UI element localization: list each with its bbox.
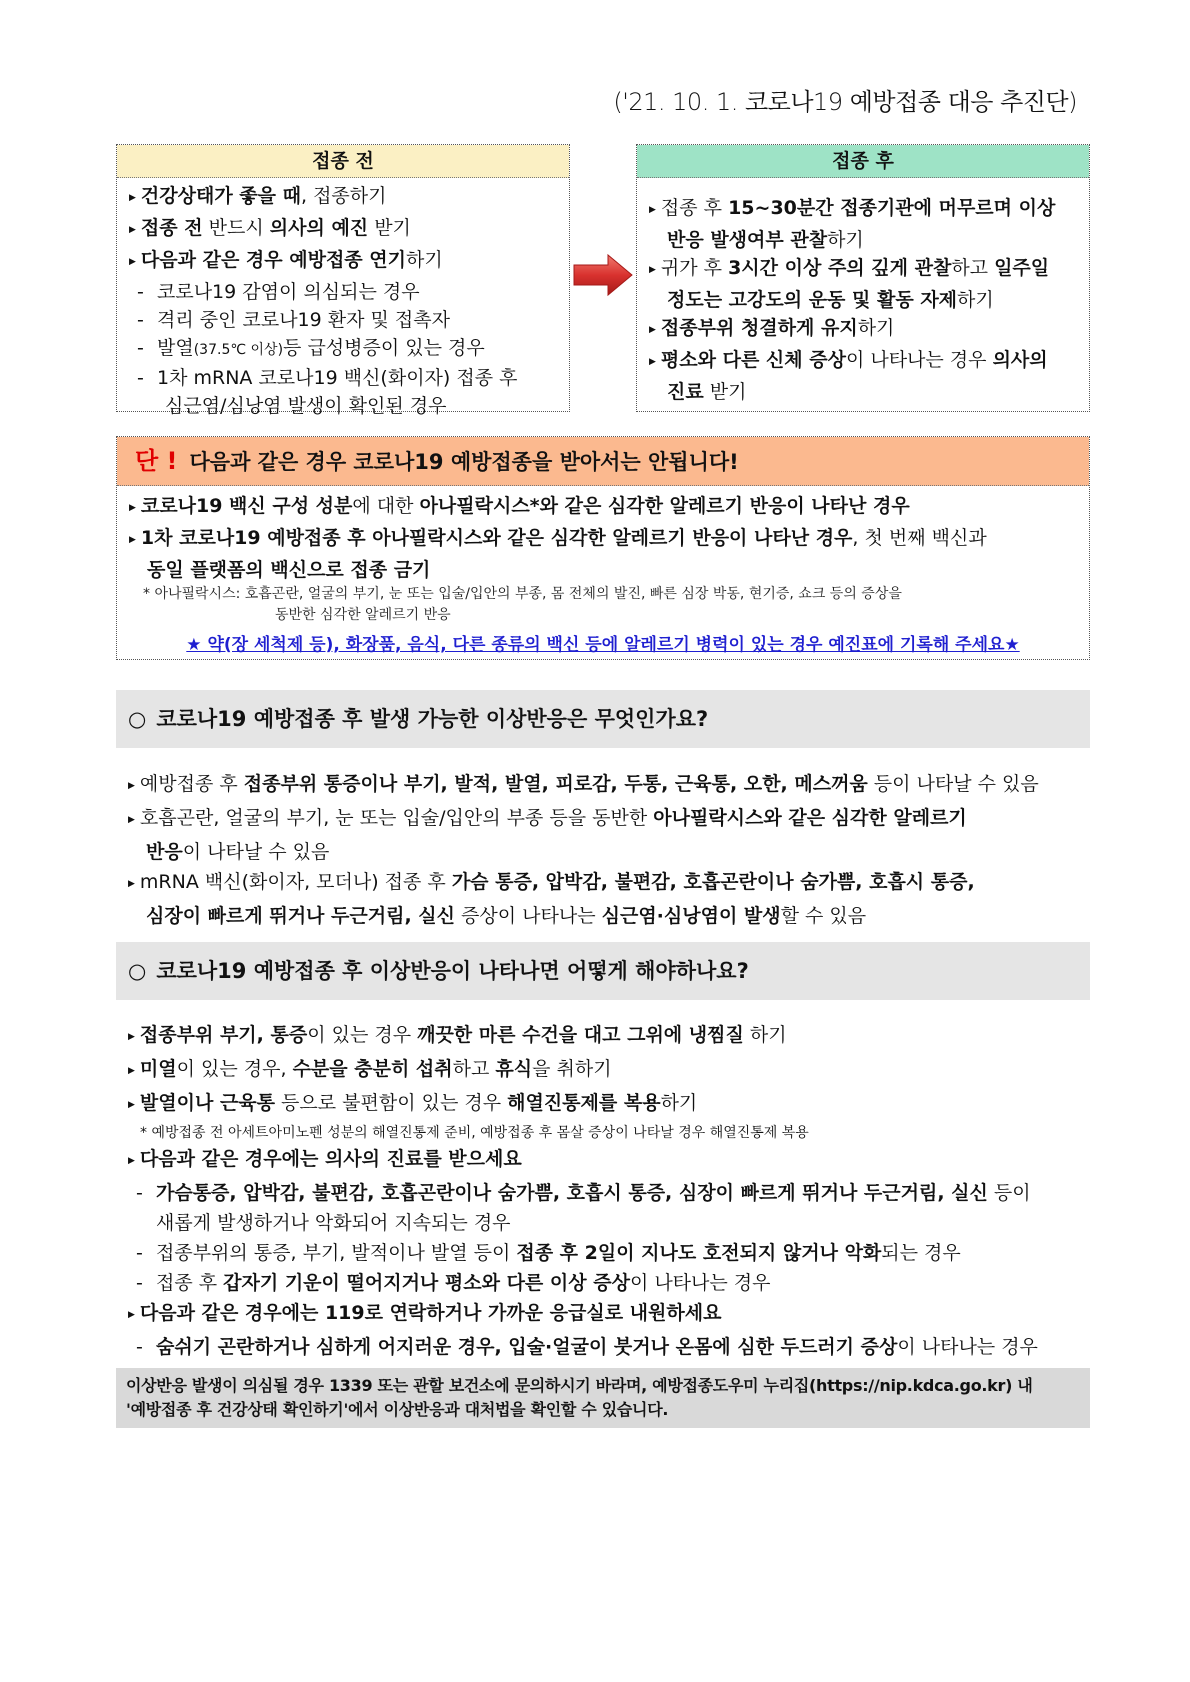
footer-line-1: 이상반응 발생이 의심될 경우 1339 또는 관할 보건소에 문의하시기 바라며, 예방접종도우미 누리집(https://nip.kdca.go.kr) 내 (126, 1376, 1033, 1395)
sub-item-continuation: 심근염/심낭염 발생이 확인된 경우 (165, 395, 447, 417)
bullet-triangle-icon: ▶ (128, 1032, 135, 1042)
list-item: ▶ 접종부위 부기, 통증이 있는 경우 깨끗한 마른 수건을 대고 그위에 냉찜질 하기 (128, 1024, 787, 1046)
list-item: ▶ 접종 전 반드시 의사의 예진 받기 (129, 217, 411, 239)
bullet-triangle-icon: ▶ (128, 1310, 135, 1320)
warning-mark: 단 ! (135, 447, 178, 475)
sub-item: - 접종 후 갑자기 기운이 떨어지거나 평소와 다른 이상 증상이 나타나는 경우 (136, 1272, 771, 1294)
after-list (637, 178, 1089, 406)
circle-icon: ○ (128, 707, 147, 731)
sub-item: - 격리 중인 코로나19 환자 및 접촉자 (137, 309, 450, 331)
list-item-continuation: 반응 발생여부 관찰하기 (667, 229, 864, 251)
list-item: ▶ 예방접종 후 접종부위 통증이나 부기, 발적, 발열, 피로감, 두통, 근육통, 오한, 메스꺼움 등이 나타날 수 있음 (128, 773, 1039, 795)
antipyretic-note: * 예방접종 전 아세트아미노펜 성분의 해열진통제 준비, 예방접종 후 몸살 증상이 나타날 경우 해열진통제 복용 (140, 1125, 809, 1141)
before-vaccination-box (116, 144, 570, 417)
bullet-triangle-icon: ▶ (649, 357, 656, 367)
list-item: ▶ 발열이나 근육통 등으로 불편함이 있는 경우 해열진통제를 복용하기 (128, 1092, 698, 1114)
list-item: ▶ mRNA 백신(화이자, 모더나) 접종 후 가슴 통증, 압박감, 불편감, 호흡곤란이나 숨가쁨, 호흡시 통증, (128, 871, 975, 893)
list-item: ▶ 다음과 같은 경우 예방접종 연기하기 (129, 249, 443, 271)
footer-line-2: '예방접종 후 건강상태 확인하기'에서 이상반응과 대처법을 확인할 수 있습니다. (126, 1400, 669, 1419)
right-arrow-icon (572, 253, 634, 297)
allergy-history-notice: ★ 약(장 세척제 등), 화장품, 음식, 다른 종류의 백신 등에 알레르기 병력이 있는 경우 예진표에 기록해 주세요★ (186, 635, 1020, 655)
bullet-triangle-icon: ▶ (129, 193, 136, 203)
list-item-continuation: 반응이 나타날 수 있음 (146, 841, 330, 863)
contraindication-title: 단 ! 다음과 같은 경우 코로나19 예방접종을 받아서는 안됩니다! (117, 437, 1089, 486)
list-item: ▶ 접종부위 청결하게 유지하기 (649, 317, 895, 339)
what-to-do-list (128, 1020, 1078, 1362)
before-list (117, 178, 569, 420)
bullet-triangle-icon: ▶ (129, 503, 136, 513)
list-item: ▶ 호흡곤란, 얼굴의 부기, 눈 또는 입술/입안의 부종 등을 동반한 아나필락시스와 같은 심각한 알레르기 (128, 807, 967, 829)
bullet-triangle-icon: ▶ (128, 815, 135, 825)
bullet-triangle-icon: ▶ (129, 225, 136, 235)
contraindication-list (117, 486, 1089, 584)
list-item: ▶ 코로나19 백신 구성 성분에 대한 아나필락시스*와 같은 심각한 알레르기 반응이 나타난 경우 (129, 495, 910, 517)
sub-item: - 가슴통증, 압박감, 불편감, 호흡곤란이나 숨가쁨, 호흡시 통증, 심장이 빠르게 뛰거나 두근거림, 실신 등이 (136, 1182, 1031, 1204)
list-item: ▶ 미열이 있는 경우, 수분을 충분히 섭취하고 휴식을 취하기 (128, 1058, 612, 1080)
sub-item: - 1차 mRNA 코로나19 백신(화이자) 접종 후 (137, 367, 518, 389)
bullet-triangle-icon: ▶ (649, 325, 656, 335)
bullet-triangle-icon: ▶ (128, 879, 135, 889)
sub-item: - 접종부위의 통증, 부기, 발적이나 발열 등이 접종 후 2일이 지나도 호전되지 않거나 악화되는 경우 (136, 1242, 961, 1264)
anaphylaxis-note: * 아나필락시스: 호흡곤란, 얼굴의 부기, 눈 또는 입술/입안의 부종, 몸 전체의 발진, 빠른 심장 박동, 현기증, 쇼크 등의 증상을 동반한 심각한 알레르기 반응 (143, 586, 902, 623)
bullet-triangle-icon: ▶ (129, 257, 136, 267)
bullet-triangle-icon: ▶ (128, 1066, 135, 1076)
sub-item: - 숨쉬기 곤란하거나 심하게 어지러운 경우, 입술·얼굴이 붓거나 온몸에 심한 두드러기 증상이 나타나는 경우 (136, 1336, 1038, 1358)
list-item: ▶ 다음과 같은 경우에는 119로 연락하거나 가까운 응급실로 내원하세요 (128, 1302, 722, 1324)
list-item: ▶ 다음과 같은 경우에는 의사의 진료를 받으세요 (128, 1148, 522, 1170)
sub-item: - 발열(37.5℃ 이상)등 급성병증이 있는 경우 (137, 337, 485, 359)
after-vaccination-title: 접종 후 (637, 145, 1089, 178)
contraindication-box (116, 436, 1090, 660)
list-item-continuation: 정도는 고강도의 운동 및 활동 자제하기 (667, 289, 994, 311)
list-item: ▶ 평소와 다른 신체 증상이 나타나는 경우 의사의 (649, 349, 1048, 371)
list-item-continuation: 동일 플랫폼의 백신으로 접종 금기 (147, 559, 431, 581)
sub-item: - 코로나19 감염이 의심되는 경우 (137, 281, 420, 303)
list-item: ▶ 귀가 후 3시간 이상 주의 깊게 관찰하고 일주일 (649, 257, 1050, 279)
bullet-triangle-icon: ▶ (128, 781, 135, 791)
section-header-adverse-reactions: ○ 코로나19 예방접종 후 발생 가능한 이상반응은 무엇인가요? (116, 690, 1090, 748)
bullet-triangle-icon: ▶ (128, 1156, 135, 1166)
after-vaccination-box (636, 144, 1090, 412)
before-vaccination-title: 접종 전 (117, 145, 569, 178)
document-date: ('21. 10. 1. 코로나19 예방접종 대응 추진단) (613, 88, 1077, 116)
list-item-continuation: 심장이 빠르게 뛰거나 두근거림, 실신 증상이 나타나는 심근염·심낭염이 발생할 수 있음 (146, 905, 867, 927)
sub-item-continuation: 새롭게 발생하거나 악화되어 지속되는 경우 (156, 1212, 511, 1234)
bullet-triangle-icon: ▶ (649, 205, 656, 215)
bullet-triangle-icon: ▶ (128, 1100, 135, 1110)
bullet-triangle-icon: ▶ (129, 535, 136, 545)
adverse-reactions-list (128, 769, 1078, 931)
list-item: ▶ 1차 코로나19 예방접종 후 아나필락시스와 같은 심각한 알레르기 반응이 나타난 경우, 첫 번째 백신과 (129, 527, 987, 549)
list-item: ▶ 건강상태가 좋을 때, 접종하기 (129, 185, 387, 207)
bullet-triangle-icon: ▶ (649, 265, 656, 275)
section-header-what-to-do: ○ 코로나19 예방접종 후 이상반응이 나타나면 어떻게 해야하나요? (116, 942, 1090, 1000)
footer-notice (116, 1368, 1090, 1428)
list-item: ▶ 접종 후 15~30분간 접종기관에 머무르며 이상 (649, 197, 1056, 219)
list-item-continuation: 진료 받기 (667, 381, 747, 403)
circle-icon: ○ (128, 959, 147, 983)
